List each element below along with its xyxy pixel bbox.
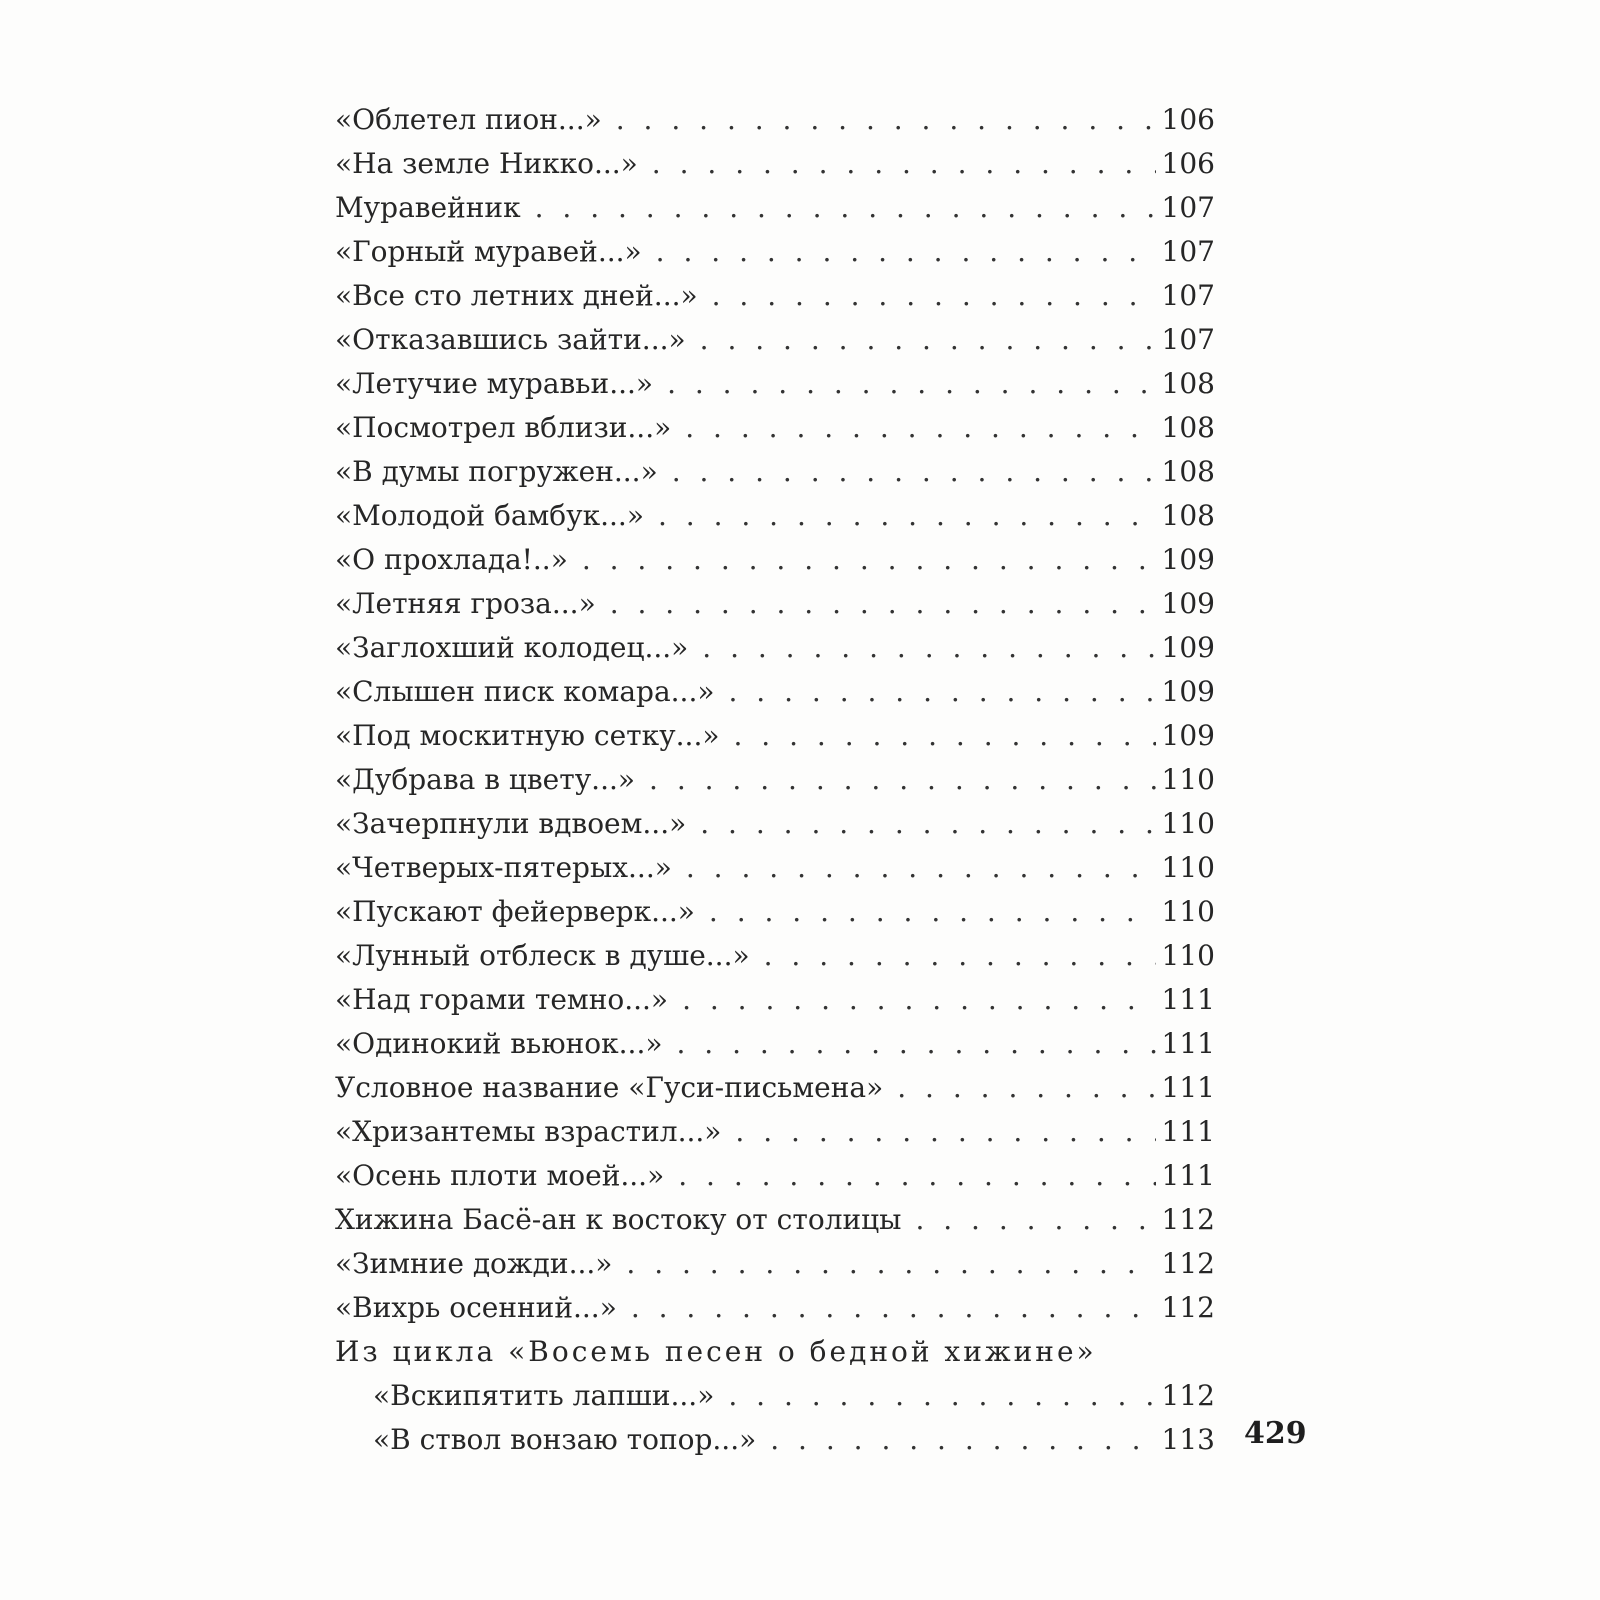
dot-leader — [676, 1022, 1155, 1066]
toc-entry-page: 111 — [1161, 1071, 1215, 1104]
toc-entry — [335, 274, 1215, 318]
toc-entry — [335, 406, 1215, 450]
dot-leader — [678, 1154, 1155, 1198]
toc-entry-page: 112 — [1161, 1379, 1215, 1412]
toc-entry-page: 110 — [1161, 807, 1215, 840]
toc-entry-title: «Вскипятить лапши...» — [373, 1379, 715, 1412]
toc-entry-title: «Отказавшись зайти...» — [335, 323, 686, 356]
toc-entry-page: 109 — [1161, 631, 1215, 664]
toc-entry-page: 111 — [1161, 1159, 1215, 1192]
dot-leader — [658, 494, 1156, 538]
toc-entry — [335, 318, 1215, 362]
toc-entry-page: 108 — [1161, 411, 1215, 444]
toc-entry — [335, 450, 1215, 494]
toc-entry — [335, 582, 1215, 626]
toc-entry-page: 107 — [1161, 235, 1215, 268]
dot-leader — [535, 186, 1156, 230]
toc-entry-title: Хижина Басё-ан к востоку от столицы — [335, 1203, 902, 1236]
toc-entry — [335, 186, 1215, 230]
toc-entry — [335, 670, 1215, 714]
toc-cycle-heading — [335, 1330, 1215, 1374]
toc-entry-page: 109 — [1161, 543, 1215, 576]
toc-entry-title: «Зачерпнули вдвоем...» — [335, 807, 687, 840]
toc-entry — [335, 934, 1215, 978]
toc-entry — [335, 494, 1215, 538]
toc-entry-page: 109 — [1161, 719, 1215, 752]
toc-entry-page: 108 — [1161, 455, 1215, 488]
dot-leader — [700, 318, 1156, 362]
toc-entry-title: «Горный муравей...» — [335, 235, 642, 268]
toc-entry — [335, 142, 1215, 186]
toc-entry — [335, 1066, 1215, 1110]
toc-entry-title: «Одинокий вьюнок...» — [335, 1027, 663, 1060]
table-of-contents — [335, 98, 1215, 1462]
dot-leader — [582, 538, 1156, 582]
toc-entry-title: «Дубрава в цвету...» — [335, 763, 636, 796]
dot-leader — [735, 1110, 1155, 1154]
toc-entry-title: Условное название «Гуси-письмена» — [335, 1071, 884, 1104]
toc-entry-page: 106 — [1161, 147, 1215, 180]
toc-entry — [335, 890, 1215, 934]
toc-entry-page: 106 — [1161, 103, 1215, 136]
toc-entry-title: «Хризантемы взрастил...» — [335, 1115, 722, 1148]
toc-entry-page: 109 — [1161, 587, 1215, 620]
toc-entry-page: 111 — [1161, 1115, 1215, 1148]
dot-leader — [770, 1418, 1155, 1462]
dot-leader — [712, 274, 1156, 318]
toc-entry — [335, 1198, 1215, 1242]
dot-leader — [685, 406, 1155, 450]
dot-leader — [652, 142, 1156, 186]
toc-entry-title: «Летняя гроза...» — [335, 587, 596, 620]
toc-entry-title: «Заглохший колодец...» — [335, 631, 689, 664]
toc-entry-page: 109 — [1161, 675, 1215, 708]
toc-entry-page: 107 — [1161, 279, 1215, 312]
toc-entry-title: «Посмотрел вблизи...» — [335, 411, 672, 444]
dot-leader — [897, 1066, 1155, 1110]
toc-entry-page: 113 — [1161, 1423, 1215, 1456]
toc-entry-page: 107 — [1161, 323, 1215, 356]
dot-leader — [686, 846, 1156, 890]
toc-entry — [335, 846, 1215, 890]
dot-leader — [700, 802, 1155, 846]
toc-entry — [335, 1154, 1215, 1198]
toc-entry — [335, 758, 1215, 802]
toc-entry-title: «Четверых-пятерых...» — [335, 851, 672, 884]
toc-entry — [335, 362, 1215, 406]
dot-leader — [616, 98, 1156, 142]
toc-entry — [335, 1374, 1215, 1418]
dot-leader — [631, 1286, 1156, 1330]
toc-entry-page: 110 — [1161, 939, 1215, 972]
dot-leader — [915, 1198, 1155, 1242]
toc-entry-title: «Молодой бамбук...» — [335, 499, 644, 532]
toc-entry — [335, 1242, 1215, 1286]
toc-entry-title: «Над горами темно...» — [335, 983, 669, 1016]
toc-entry-title: «Под москитную сетку...» — [335, 719, 720, 752]
toc-entry — [335, 802, 1215, 846]
dot-leader — [626, 1242, 1155, 1286]
toc-entry — [335, 1110, 1215, 1154]
toc-entry-title: «На земле Никко...» — [335, 147, 638, 180]
dot-leader — [649, 758, 1156, 802]
toc-entry — [335, 98, 1215, 142]
toc-entry-title: «Летучие муравьи...» — [335, 367, 654, 400]
toc-entry-page: 111 — [1161, 1027, 1215, 1060]
toc-entry-page: 107 — [1161, 191, 1215, 224]
toc-entry-title: «В ствол вонзаю топор...» — [373, 1423, 757, 1456]
toc-sub-entries — [335, 1374, 1215, 1462]
dot-leader — [682, 978, 1155, 1022]
toc-entry-title: «Пускают фейерверк...» — [335, 895, 695, 928]
dot-leader — [702, 626, 1155, 670]
dot-leader — [728, 670, 1155, 714]
toc-entry — [335, 1418, 1215, 1462]
toc-entry-page: 112 — [1161, 1247, 1215, 1280]
toc-entry-title: «Вихрь осенний...» — [335, 1291, 617, 1324]
toc-entry-page: 108 — [1161, 499, 1215, 532]
toc-entry-page: 112 — [1161, 1203, 1215, 1236]
toc-entry-title: «Зимние дожди...» — [335, 1247, 613, 1280]
toc-entry-page: 111 — [1161, 983, 1215, 1016]
dot-leader — [733, 714, 1155, 758]
toc-entry-page: 110 — [1161, 763, 1215, 796]
toc-entry-title: «Лунный отблеск в душе...» — [335, 939, 750, 972]
dot-leader — [656, 230, 1156, 274]
dot-leader — [610, 582, 1156, 626]
toc-entry-title: Муравейник — [335, 191, 521, 224]
toc-entry-page: 110 — [1161, 895, 1215, 928]
dot-leader — [672, 450, 1156, 494]
toc-entry — [335, 1022, 1215, 1066]
toc-entry-page: 110 — [1161, 851, 1215, 884]
toc-entry-title: «Осень плоти моей...» — [335, 1159, 665, 1192]
page-number: 429 — [1244, 1416, 1307, 1451]
toc-entry — [335, 978, 1215, 1022]
toc-entry-title: «Облетел пион...» — [335, 103, 602, 136]
toc-entry-title: «Слышен писк комара...» — [335, 675, 715, 708]
toc-entry-title: «О прохлада!..» — [335, 543, 568, 576]
dot-leader — [709, 890, 1156, 934]
dot-leader — [667, 362, 1155, 406]
dot-leader — [764, 934, 1156, 978]
dot-leader — [728, 1374, 1155, 1418]
toc-entry — [335, 1286, 1215, 1330]
toc-entry-title: «В думы погружен...» — [335, 455, 658, 488]
toc-entry — [335, 538, 1215, 582]
toc-entry-title: «Все сто летних дней...» — [335, 279, 698, 312]
cycle-heading-text: Из цикла «Восемь песен о бедной хижине» — [335, 1335, 1097, 1368]
toc-entry-page: 112 — [1161, 1291, 1215, 1324]
toc-entry-page: 108 — [1161, 367, 1215, 400]
toc-entries — [335, 98, 1215, 1330]
toc-entry — [335, 230, 1215, 274]
toc-entry — [335, 714, 1215, 758]
toc-entry — [335, 626, 1215, 670]
